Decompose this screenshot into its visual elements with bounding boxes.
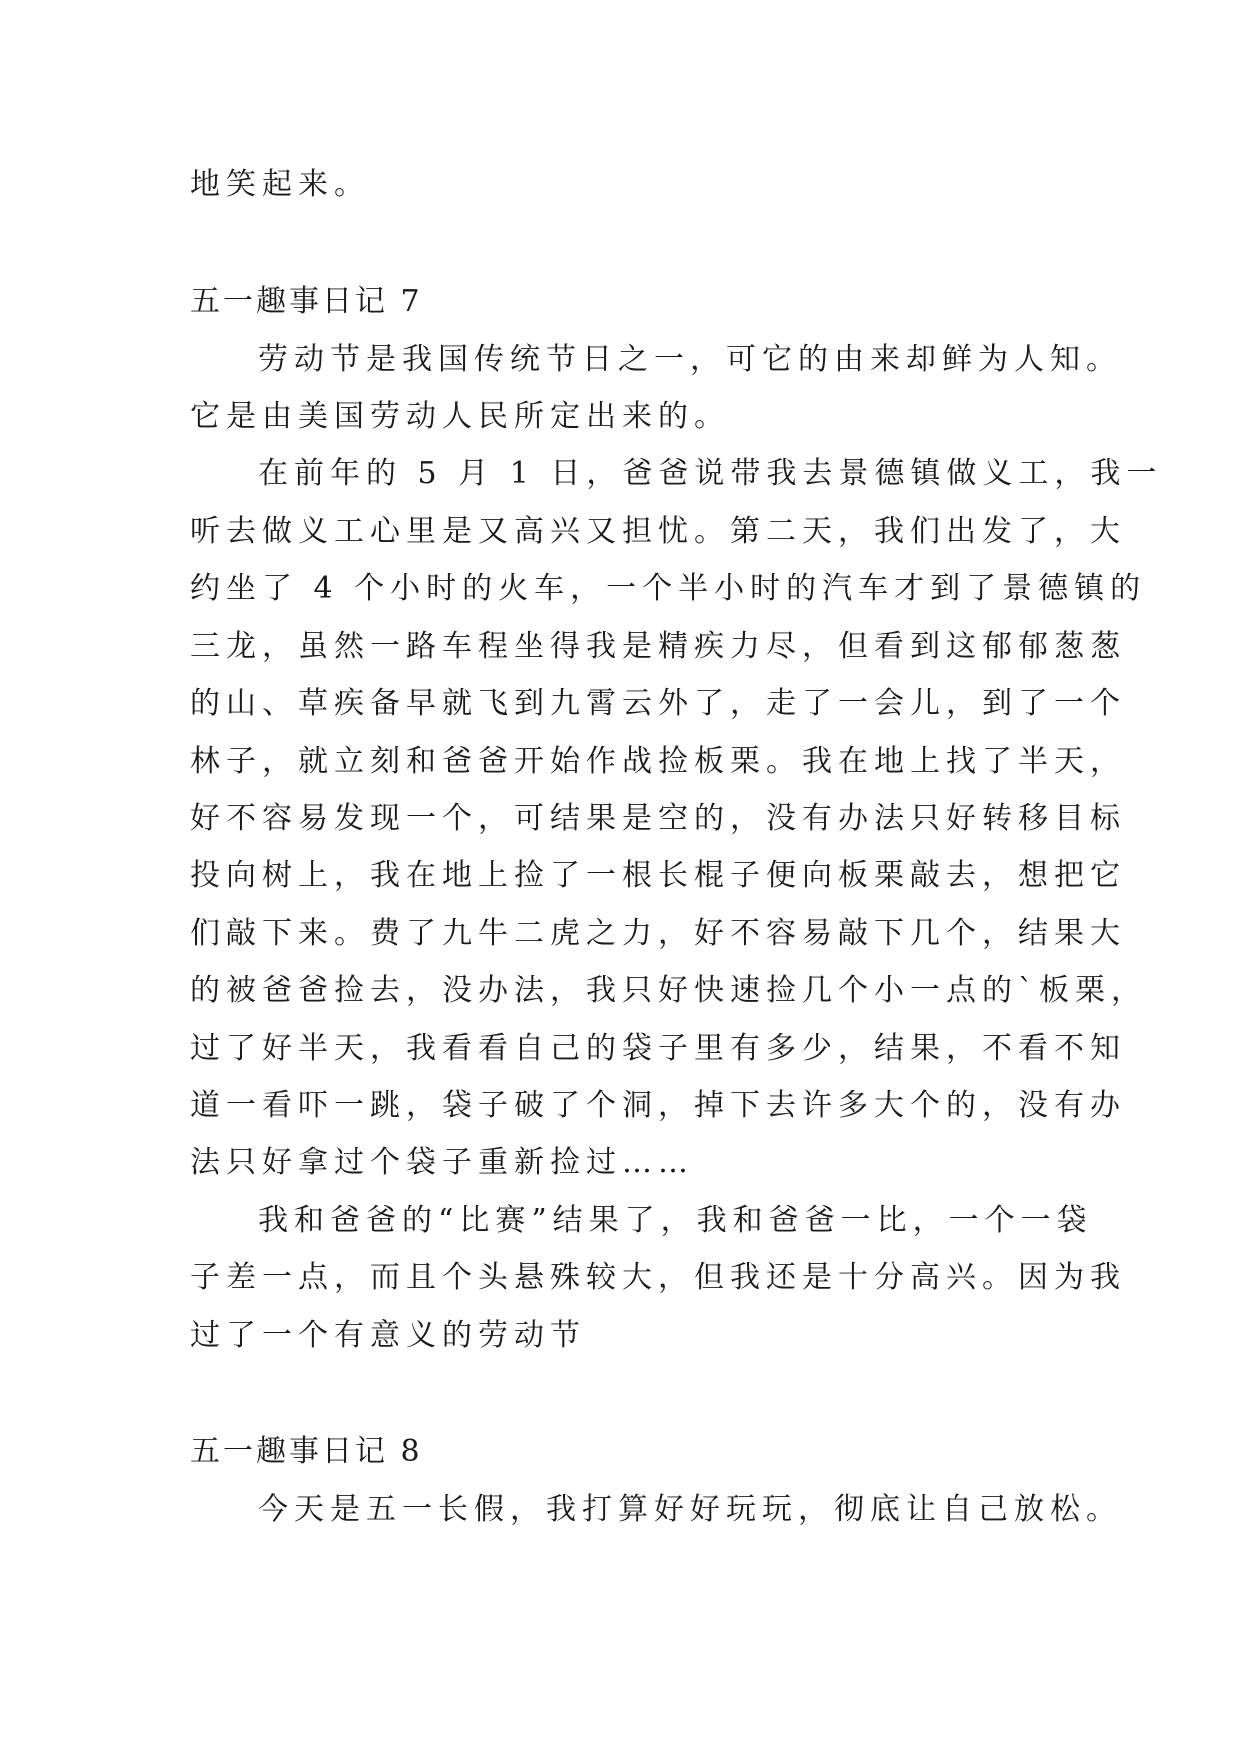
text-line: 地笑起来。 xyxy=(190,167,370,202)
paragraph-line: 法只好拿过个袋子重新捡过…… xyxy=(190,1145,694,1180)
paragraph-line: 三龙，虽然一路车程坐得我是精疾力尽，但看到这郁郁葱葱 xyxy=(190,629,1126,664)
paragraph-line: 的山、草疾备早就飞到九霄云外了，走了一会儿，到了一个 xyxy=(190,686,1126,721)
paragraph-line: 们敲下来。费了九牛二虎之力，好不容易敲下几个，结果大 xyxy=(190,916,1126,951)
paragraph-line: 我和爸爸的“比赛”结果了，我和爸爸一比，一个一袋 xyxy=(258,1203,1093,1238)
paragraph-line: 林子，就立刻和爸爸开始作战捡板栗。我在地上找了半天， xyxy=(190,744,1126,779)
paragraph-line: 好不容易发现一个，可结果是空的，没有办法只好转移目标 xyxy=(190,801,1126,836)
paragraph-line: 在前年的 5 月 1 日，爸爸说带我去景德镇做义工，我一 xyxy=(258,456,1163,491)
paragraph-line: 过了好半天，我看看自己的袋子里有多少，结果，不看不知 xyxy=(190,1031,1126,1066)
paragraph-line: 子差一点，而且个头悬殊较大，但我还是十分高兴。因为我 xyxy=(190,1260,1126,1295)
paragraph-line: 听去做义工心里是又高兴又担忧。第二天，我们出发了，大 xyxy=(190,514,1126,549)
paragraph-line: 劳动节是我国传统节日之一，可它的由来却鲜为人知。 xyxy=(258,342,1122,377)
paragraph-line: 约坐了 4 个小时的火车，一个半小时的汽车才到了景德镇的 xyxy=(190,571,1147,606)
paragraph-line: 今天是五一长假，我打算好好玩玩，彻底让自己放松。 xyxy=(258,1492,1122,1527)
paragraph-line: 道一看吓一跳，袋子破了个洞，掉下去许多大个的，没有办 xyxy=(190,1088,1126,1123)
paragraph-line: 的被爸爸捡去，没办法，我只好快速捡几个小一点的`板栗， xyxy=(190,973,1147,1008)
section-heading-8: 五一趣事日记 8 xyxy=(190,1434,423,1469)
section-heading-7: 五一趣事日记 7 xyxy=(190,284,423,319)
paragraph-line: 投向树上，我在地上捡了一根长棍子便向板栗敲去，想把它 xyxy=(190,858,1126,893)
paragraph-line: 它是由美国劳动人民所定出来的。 xyxy=(190,399,730,434)
paragraph-line: 过了一个有意义的劳动节 xyxy=(190,1318,586,1353)
